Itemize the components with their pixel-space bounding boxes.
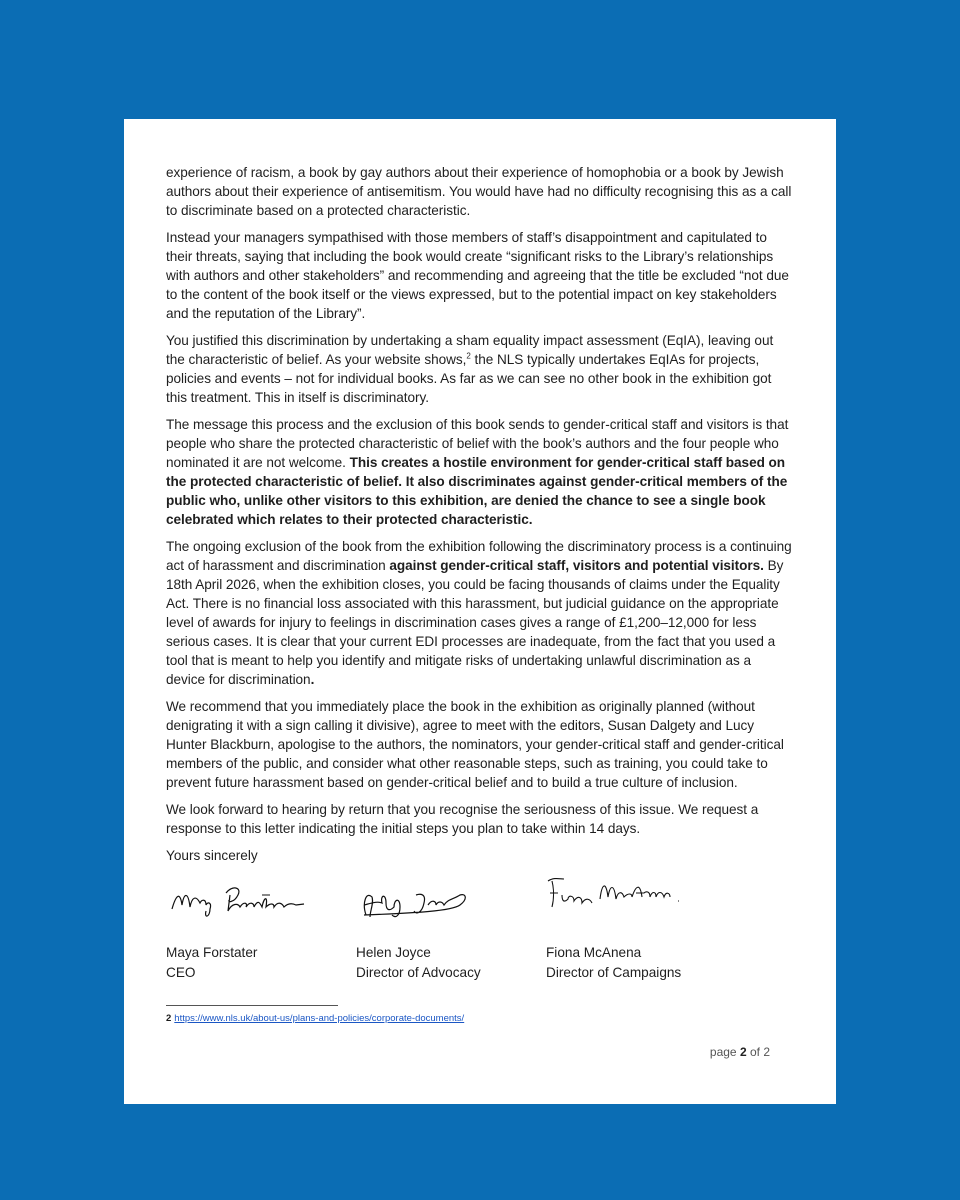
paragraph-4-text: The message this process and the exclusion of this book sends to gender-critical staff and visitors is that people who share the protected characteristic of belief with the book’s authors and the four people who nominated it are not welcome. xyxy=(166,417,789,470)
footnote-divider xyxy=(166,1005,338,1006)
signatory-3 xyxy=(546,873,746,983)
signatory-title: CEO xyxy=(166,965,196,980)
paragraph-3-text-a: You justified this discrimination by undertaking a sham equality impact assessment (EqIA), leaving out the characteristic of belief. As your website shows, xyxy=(166,333,774,367)
paragraph-2: Instead your managers sympathised with those members of staff’s disappointment and capitulated to their threats, saying that including the book would create “significant risks to the Library’s relationships with authors and other stakeholders” and recommending and agreeing that the title be excluded “not due to the content of the book itself or the views expressed, but to the potential impact on key stakeholders and the reputation of the Library”. xyxy=(166,230,789,321)
signatory-name: Maya Forstater xyxy=(166,945,258,960)
signature-fiona-mcanena xyxy=(546,873,696,929)
paragraph-7: We look forward to hearing by return that you recognise the seriousness of this issue. We request a response to this letter indicating the initial steps you plan to take within 14 days. xyxy=(166,802,759,836)
paragraph-5-period: . xyxy=(310,672,315,687)
footnote-marker: 2 xyxy=(166,1013,172,1024)
paragraph-5-text-b: By 18th April 2026, when the exhibition closes, you could be facing thousands of claims under the Equality Act. There is no financial loss associated with this harassment, but judicial guidance on the appropriate level of awards for injury to feelings in discrimination cases gives a range of £1,200–12,000 for less serious cases. It is clear that your current EDI processes are inadequate, from the fact that you used a tool that is meant to help you identify and mitigate risks of undertaking unlawful discrimination as a device for discrimination xyxy=(166,558,784,687)
paragraph-4 xyxy=(166,415,792,529)
signatory-1 xyxy=(166,873,366,983)
signatory-name: Fiona McAnena xyxy=(546,945,642,960)
signatory-2 xyxy=(356,873,556,983)
signature-helen-joyce xyxy=(356,873,476,929)
signatory-title: Director of Campaigns xyxy=(546,965,682,980)
signatory-title: Director of Advocacy xyxy=(356,965,481,980)
signatory-name: Helen Joyce xyxy=(356,945,431,960)
letter-page xyxy=(124,119,836,1104)
page-total: 2 xyxy=(763,1045,770,1059)
page-number xyxy=(710,1045,770,1059)
paragraph-5-bold: against gender-critical staff, visitors and potential visitors. xyxy=(389,558,764,573)
footnote-link[interactable]: https://www.nls.uk/about-us/plans-and-policies/corporate-documents/ xyxy=(174,1013,465,1024)
paragraph-3 xyxy=(166,331,792,407)
paragraph-5-text-a: The ongoing exclusion of the book from the exhibition following the discriminatory process is a continuing act of harassment and discrimination xyxy=(166,539,792,573)
page-middle: of xyxy=(746,1045,764,1059)
footnote-reference: 2 xyxy=(466,351,471,361)
paragraph-4-bold: This creates a hostile environment for gender-critical staff based on the protected characteristic of belief. It also discriminates against gender-critical members of the public who, unlike other visitors to this exhibition, are denied the chance to see a single book celebrated which relates to their protected characteristic. xyxy=(166,455,788,527)
signature-maya-forstater xyxy=(166,873,316,929)
signature-block xyxy=(166,873,792,983)
page-prefix: page xyxy=(709,1045,740,1059)
footnote xyxy=(166,1013,464,1024)
paragraph-6: We recommend that you immediately place the book in the exhibition as originally planned (without denigrating it with a sign calling it divisive), agree to meet with the editors, Susan Dalgety and Lucy Hunter Blackburn, apologise to the authors, the nominators, your gender-critical staff and gender-critical members of the public, and consider what other reasonable steps, such as training, you could take to prevent future harassment based on gender-critical belief and to build a true culture of inclusion. xyxy=(166,699,784,790)
paragraph-3-text-b: the NLS typically undertakes EqIAs for projects, policies and events – not for individual books. As far as we can see no other book in the exhibition got this treatment. This in itself is discriminatory. xyxy=(166,352,772,405)
paragraph-1: experience of racism, a book by gay authors about their experience of homophobia or a book by Jewish authors about their experience of antisemitism. You would have had no difficulty recognising this as a call to discriminate based on a protected characteristic. xyxy=(166,165,792,218)
page-current: 2 xyxy=(739,1045,747,1059)
closing-salutation: Yours sincerely xyxy=(166,848,258,863)
paragraph-5 xyxy=(166,537,792,689)
